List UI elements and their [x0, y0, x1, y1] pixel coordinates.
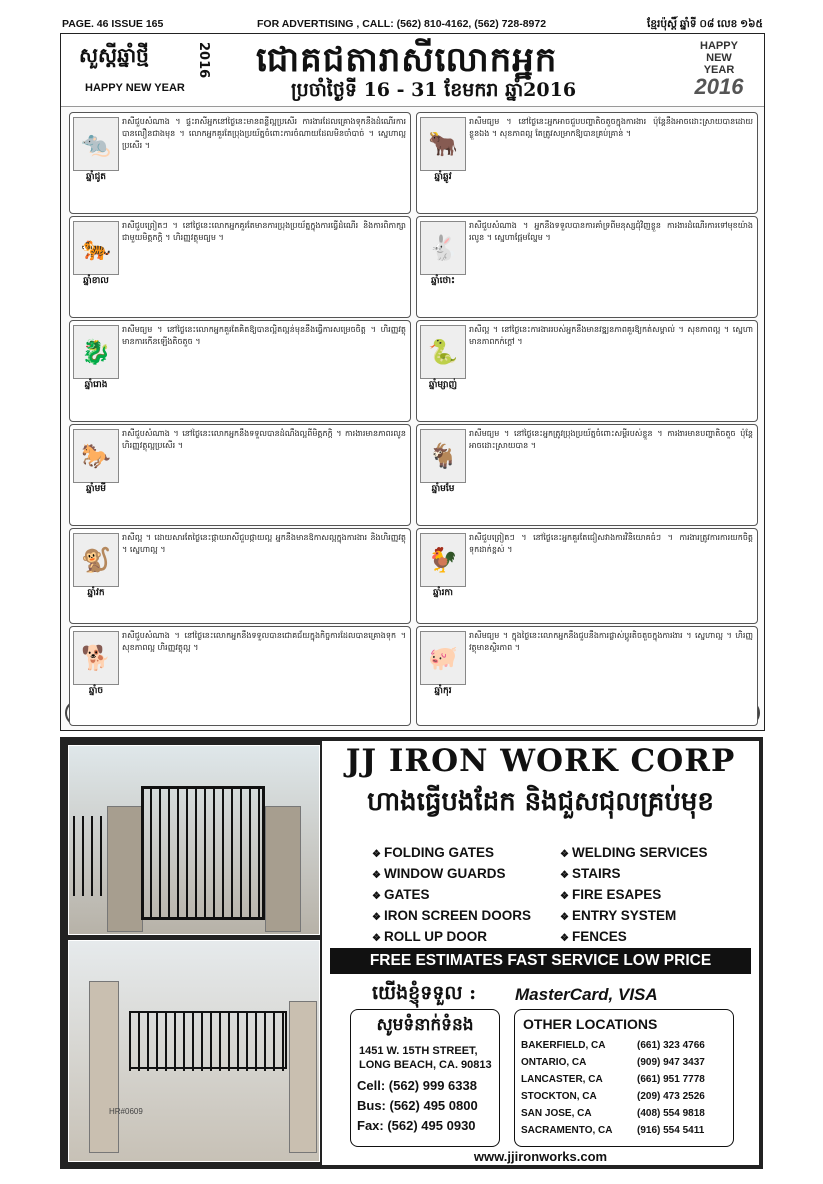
accepted-cards: MasterCard, VISA	[515, 985, 658, 1004]
greeting-kh: សួស្ដីឆ្នាំថ្មី	[79, 43, 149, 67]
horoscope-card	[69, 112, 411, 214]
services-right	[560, 843, 708, 948]
date-range: ប្រចាំថ្ងៃទី 16 - 31 ខែមករា ឆ្នាំ2016	[291, 79, 577, 101]
location-phone[interactable]: (909) 947 3437	[637, 1057, 705, 1068]
zodiac-animal-icon: 🐍	[420, 325, 466, 379]
service-item	[560, 885, 708, 906]
page-issue: PAGE. 46 ISSUE 165	[62, 18, 164, 30]
zodiac-animal-icon: 🐇	[420, 221, 466, 275]
zodiac-animal-icon: 🐖	[420, 631, 466, 685]
photo-code: HR#0609	[109, 1107, 143, 1116]
bullet-icon: ❖	[560, 933, 569, 944]
horoscope-card	[69, 320, 411, 422]
address: 1451 W. 15TH STREET, LONG BEACH, CA. 90813	[359, 1045, 492, 1071]
zodiac-name: ឆ្នាំមមី	[86, 484, 106, 494]
location-city: ONTARIO, CA	[521, 1057, 587, 1068]
horoscope-card	[69, 528, 411, 624]
bullet-icon: ❖	[560, 870, 569, 881]
zodiac-name: ឆ្នាំថោះ	[431, 276, 455, 286]
service-label: FENCES	[571, 929, 627, 944]
zodiac-animal-icon: 🐕	[73, 631, 119, 685]
service-item	[560, 843, 708, 864]
bullet-icon: ❖	[372, 933, 381, 944]
horoscope-card	[69, 424, 411, 526]
horoscope-card	[69, 626, 411, 726]
service-item	[372, 906, 531, 927]
zodiac-name: ឆ្នាំមមែ	[431, 484, 455, 494]
bullet-icon: ❖	[372, 891, 381, 902]
contact-box	[350, 1009, 500, 1147]
accept-label: យើងខ្ញុំទទួល :	[372, 982, 477, 1004]
bullet-icon: ❖	[560, 849, 569, 860]
zodiac-name: ឆ្នាំម្សាញ់	[428, 380, 458, 390]
bullet-icon: ❖	[372, 849, 381, 860]
zodiac-animal-icon: 🐉	[73, 325, 119, 379]
horoscope-card	[416, 626, 758, 726]
service-item	[560, 927, 708, 948]
service-label: ENTRY SYSTEM	[571, 908, 677, 923]
zodiac-animal-icon: 🐒	[73, 533, 119, 587]
iron-work-ad	[60, 737, 763, 1169]
zodiac-animal-icon: 🐅	[73, 221, 119, 275]
title-band	[61, 34, 764, 107]
greeting-en: HAPPY NEW YEAR	[85, 82, 185, 94]
horoscope-text: រាសីមធ្យម ។ នៅថ្ងៃនេះអ្នកអាចជួបបញ្ហាតិចតួចក្នុងការងារ ប៉ុន្តែនឹងអាចដោះស្រាយបានដោយខ្លួនឯង ។ សុខភាពល្អ តែត្រូវសម្រាកឱ្យបានគ្រប់គ្រាន់ ។	[469, 117, 753, 138]
service-item	[372, 885, 531, 906]
zodiac-name: ឆ្នាំកុរ	[434, 686, 452, 696]
horoscope-card	[416, 320, 758, 422]
other-locations-title: OTHER LOCATIONS	[523, 1016, 658, 1032]
company-name-kh: ហាងធ្វើបងដែក និងជួសជុលគ្រប់មុខ	[367, 787, 714, 817]
services-left	[372, 843, 531, 948]
location-city: STOCKTON, CA	[521, 1091, 597, 1102]
zodiac-name: ឆ្នាំជូត	[86, 172, 106, 182]
zodiac-animal-icon: 🐎	[73, 429, 119, 483]
location-city: LANCASTER, CA	[521, 1074, 603, 1085]
zodiac-animal-icon: 🐀	[73, 117, 119, 171]
service-item	[372, 843, 531, 864]
location-phone[interactable]: (408) 554 9818	[637, 1108, 705, 1119]
advertising-line: FOR ADVERTISING , CALL: (562) 810-4162, (562) 728-8972	[257, 18, 547, 30]
zodiac-name: ឆ្នាំឆ្លូវ	[434, 172, 452, 182]
horoscope-card	[416, 424, 758, 526]
horoscope-text: រាសីជួបសំណាង ។ ផ្ទះរាសីអ្នកនៅថ្ងៃនេះមានពន្លឺល្អប្រសើរ ការងារដែលគ្រោងទុកនឹងដំណើរការបានលឿនជាងមុន ។ លោកអ្នកគួរតែប្រុងប្រយ័ត្នចំពោះការចំណាយដែលមិនចាំបាច់ ។ ស្នេហាល្អប្រសើរ ។	[122, 117, 406, 150]
horoscope-text: រាសីជួបព្រៀតៗ ។ នៅថ្ងៃនេះអ្នកគួរតែជៀសវាងការវិនិយោគធំៗ ។ ការងារត្រូវការការយកចិត្តទុកដាក់ខ្ពស់ ។	[469, 533, 753, 554]
zodiac-animal-icon: 🐓	[420, 533, 466, 587]
other-locations-box	[514, 1009, 734, 1147]
service-item	[560, 864, 708, 885]
business-phone[interactable]: Bus: (562) 495 0800	[357, 1098, 478, 1113]
service-label: WINDOW GUARDS	[383, 866, 506, 881]
zodiac-animal-icon: 🐐	[420, 429, 466, 483]
location-phone[interactable]: (661) 323 4766	[637, 1040, 705, 1051]
zodiac-name: ឆ្នាំរកា	[433, 588, 453, 598]
website-link[interactable]: www.jjironworks.com	[473, 1149, 608, 1164]
horoscope-card	[416, 112, 758, 214]
location-phone[interactable]: (916) 554 5411	[637, 1125, 705, 1136]
service-label: STAIRS	[571, 866, 621, 881]
service-label: IRON SCREEN DOORS	[383, 908, 531, 923]
horoscope-text: រាសីល្អ ។ ដោយសារតែថ្ងៃនេះផ្កាយរាសីជួបផ្កាយល្អ អ្នកនឹងមានឱកាសល្អក្នុងការងារ និងហិរញ្ញវត្ថុ ។ ស្នេហាល្អ ។	[122, 533, 406, 554]
happy-new-year-logo: HAPPY NEW YEAR 2016	[694, 40, 744, 99]
zodiac-name: ឆ្នាំច	[88, 686, 104, 696]
horoscope-text: រាសីជួបសំណាង ។ នៅថ្ងៃនេះលោកអ្នកនឹងទទួលបានជោគជ័យក្នុងកិច្ចការដែលបានគ្រោងទុក ។ សុខភាពល្អ ហិរញ្ញវត្ថុល្អ ។	[122, 631, 406, 652]
bullet-icon: ❖	[560, 891, 569, 902]
khmer-issue: ខ្មែរប៉ុស្ដិ៍ ឆ្នាំទី ០៨ លេខ ១៦៥	[646, 18, 763, 30]
horoscope-text: រាសីល្អ ។ នៅថ្ងៃនេះការងាររបស់អ្នកនឹងមានវឌ្ឍនភាពគួរឱ្យកត់សម្គាល់ ។ សុខភាពល្អ ។ ស្នេហាមានភាពកក់ក្ដៅ ។	[469, 325, 753, 346]
horoscope-card	[69, 216, 411, 318]
zodiac-name: ឆ្នាំខាល	[83, 276, 109, 286]
location-city: BAKERFIELD, CA	[521, 1040, 606, 1051]
service-label: FIRE ESAPES	[571, 887, 662, 902]
horoscope-frame	[60, 33, 765, 731]
zodiac-animal-icon: 🐂	[420, 117, 466, 171]
promo-banner: FREE ESTIMATES FAST SERVICE LOW PRICE	[330, 948, 751, 974]
location-city: SACRAMENTO, CA	[521, 1125, 613, 1136]
horoscope-text: រាសីជួបព្រៀតៗ ។ នៅថ្ងៃនេះលោកអ្នកគួរតែមានការប្រុងប្រយ័ត្នក្នុងការធ្វើដំណើរ និងការពិភាក្សាជាមួយមិត្តភក្តិ ។ ហិរញ្ញវត្ថុមធ្យម ។	[122, 221, 406, 242]
zodiac-name: ឆ្នាំរោង	[84, 380, 108, 390]
bullet-icon: ❖	[372, 870, 381, 881]
balcony-photo	[68, 940, 320, 1162]
horoscope-text: រាសីមធ្យម ។ នៅថ្ងៃនេះលោកអ្នកគួរតែគិតឱ្យបានល្អិតល្អន់មុននឹងធ្វើការសម្រេចចិត្ត ។ ហិរញ្ញវត្ថុមានការកើនឡើងតិចតួច ។	[122, 325, 406, 346]
bullet-icon: ❖	[560, 912, 569, 923]
service-item	[372, 927, 531, 948]
ad-panel	[322, 741, 759, 1165]
service-label: FOLDING GATES	[383, 845, 494, 860]
fax-number: Fax: (562) 495 0930	[357, 1118, 476, 1133]
page-header	[62, 18, 763, 32]
horoscope-text: រាសីមធ្យម ។ នៅថ្ងៃនេះអ្នកត្រូវប្រុងប្រយ័ត្នចំពោះសម្ដីរបស់ខ្លួន ។ ការងារមានបញ្ហាតិចតួច ប៉ុន្តែអាចដោះស្រាយបាន ។	[469, 429, 753, 450]
service-label: WELDING SERVICES	[571, 845, 708, 860]
horoscope-card	[416, 528, 758, 624]
zodiac-name: ឆ្នាំវក	[87, 588, 105, 598]
horoscope-text: រាសីជួបសំណាង ។ នៅថ្ងៃនេះលោកអ្នកនឹងទទួលបានដំណឹងល្អពីមិត្តភក្តិ ។ ការងារមានភាពរលូន ហិរញ្ញវត្ថុល្អប្រសើរ ។	[122, 429, 406, 450]
service-label: GATES	[383, 887, 430, 902]
cell-phone[interactable]: Cell: (562) 999 6338	[357, 1078, 477, 1093]
horoscope-card	[416, 216, 758, 318]
service-item	[372, 864, 531, 885]
main-title: ជោគជតារាសីលោកអ្នក	[256, 40, 558, 80]
gate-photo	[68, 745, 320, 935]
location-phone[interactable]: (209) 473 2526	[637, 1091, 705, 1102]
service-item	[560, 906, 708, 927]
greeting-year: 2016	[196, 42, 211, 79]
horoscope-text: រាសីជួបសំណាង ។ អ្នកនឹងទទួលបានការគាំទ្រពីមនុស្សជុំវិញខ្លួន ការងារដំណើរការទៅមុខយ៉ាងរលូន ។ ស្នេហាផ្អែមល្ហែម ។	[469, 221, 753, 242]
horoscope-text: រាសីមធ្យម ។ ក្នុងថ្ងៃនេះលោកអ្នកនឹងជួបនឹងការផ្លាស់ប្ដូរតិចតួចក្នុងការងារ ។ ស្នេហាល្អ ។ ហិរញ្ញវត្ថុមានស្ថិរភាព ។	[469, 631, 753, 652]
bullet-icon: ❖	[372, 912, 381, 923]
service-label: ROLL UP DOOR	[383, 929, 487, 944]
location-phone[interactable]: (661) 951 7778	[637, 1074, 705, 1085]
contact-title: សូមទំនាក់ទំនង	[376, 1015, 474, 1035]
location-city: SAN JOSE, CA	[521, 1108, 592, 1119]
company-name: JJ IRON WORK CORP	[345, 743, 736, 779]
